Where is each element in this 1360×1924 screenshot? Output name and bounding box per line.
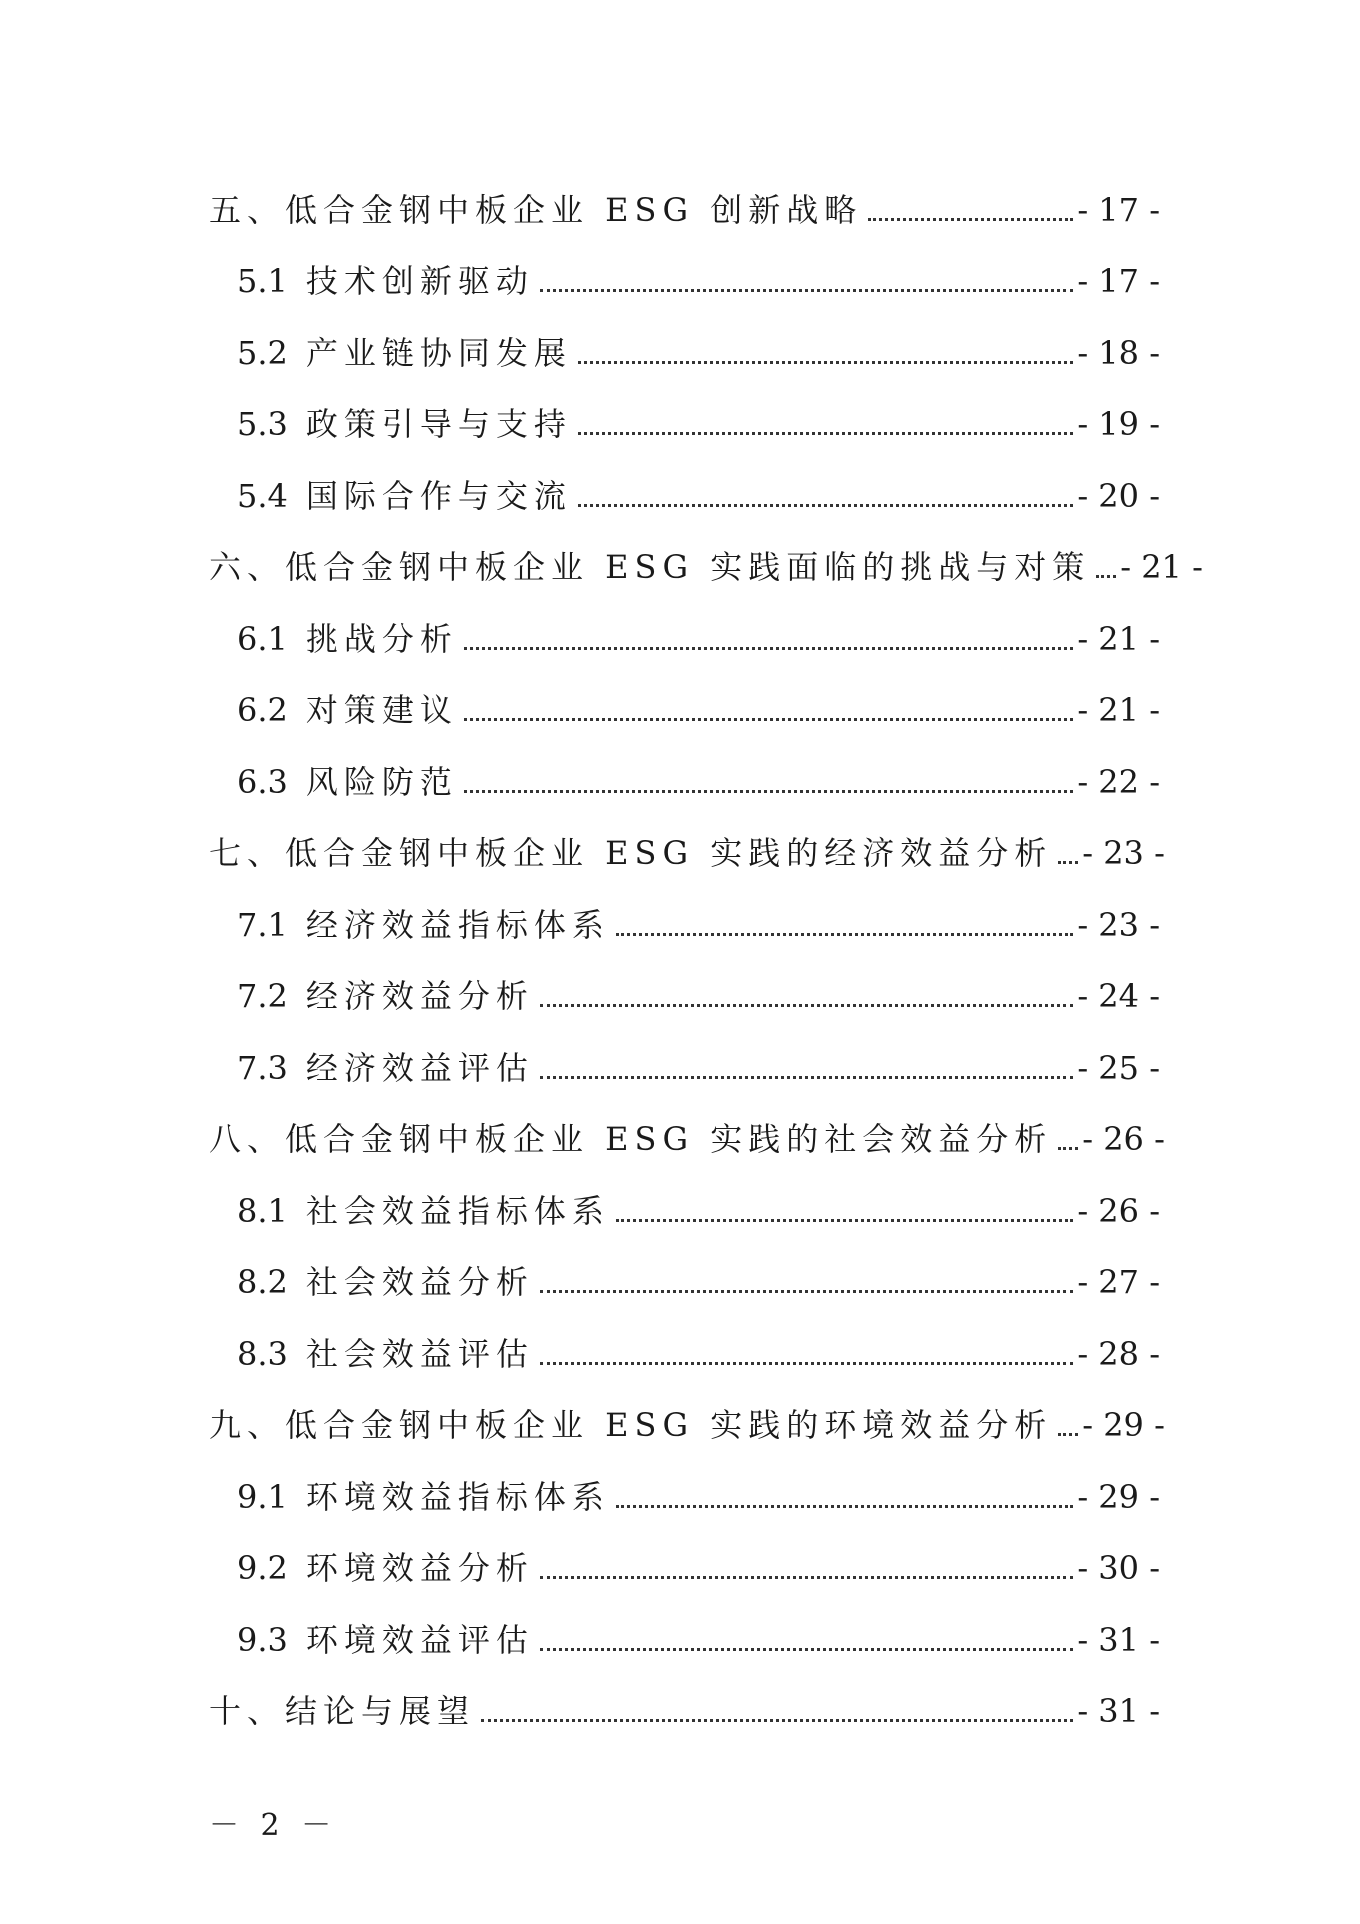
dot-leader: [1058, 1147, 1078, 1150]
table-of-contents: [0, 172, 1360, 1745]
toc-entry-number: 8.3: [237, 1334, 288, 1373]
toc-entry-page: - 28 -: [1077, 1334, 1160, 1373]
toc-entry[interactable]: [0, 1388, 1360, 1460]
toc-entry-title: 环境效益评估: [305, 1620, 534, 1659]
toc-entry-page: - 29 -: [1082, 1406, 1165, 1445]
toc-entry[interactable]: [0, 744, 1360, 816]
dot-leader: [578, 504, 1073, 507]
toc-entry-number: 5.2: [237, 333, 288, 372]
toc-entry[interactable]: [0, 458, 1360, 530]
toc-entry[interactable]: [0, 315, 1360, 387]
toc-entry-number: 6.2: [237, 691, 288, 730]
toc-entry-page: - 17 -: [1077, 262, 1160, 301]
toc-entry-page: - 22 -: [1077, 762, 1160, 801]
toc-entry-page: - 27 -: [1077, 1263, 1160, 1302]
toc-entry-page: - 25 -: [1077, 1048, 1160, 1087]
toc-entry-title: 经济效益指标体系: [305, 905, 610, 944]
toc-entry-page: - 17 -: [1077, 190, 1160, 229]
toc-entry[interactable]: [0, 673, 1360, 745]
toc-entry-page: - 31 -: [1077, 1620, 1160, 1659]
toc-entry-number: 6.3: [237, 762, 288, 801]
dot-leader: [464, 718, 1073, 721]
dot-leader: [464, 790, 1073, 793]
toc-entry-number: 9.1: [237, 1477, 288, 1516]
page-number: － 2 －: [209, 1808, 338, 1843]
toc-entry-page: - 19 -: [1077, 405, 1160, 444]
dot-leader: [616, 1505, 1073, 1508]
toc-entry-number: 9.2: [237, 1549, 288, 1588]
dot-leader: [616, 933, 1073, 936]
toc-entry-number: 7.3: [237, 1048, 288, 1087]
dot-leader: [540, 1576, 1073, 1579]
toc-entry-page: - 24 -: [1077, 977, 1160, 1016]
dot-leader: [1058, 1433, 1078, 1436]
toc-entry-page: - 21 -: [1120, 548, 1203, 587]
toc-entry[interactable]: [0, 959, 1360, 1031]
toc-entry-title: 九、低合金钢中板企业 ESG 实践的环境效益分析: [209, 1406, 1053, 1445]
dot-leader: [540, 289, 1073, 292]
toc-entry-title: 八、低合金钢中板企业 ESG 实践的社会效益分析: [209, 1120, 1053, 1159]
toc-entry[interactable]: [0, 1173, 1360, 1245]
toc-entry-number: 5.1: [237, 262, 288, 301]
toc-entry-page: - 30 -: [1077, 1549, 1160, 1588]
dot-leader: [540, 1362, 1073, 1365]
dot-leader: [578, 361, 1073, 364]
dot-leader: [578, 432, 1073, 435]
toc-entry-number: 8.2: [237, 1263, 288, 1302]
toc-entry-title: 风险防范: [305, 762, 458, 801]
dot-leader: [1058, 861, 1078, 864]
toc-entry-title: 社会效益分析: [305, 1263, 534, 1302]
toc-entry-page: - 29 -: [1077, 1477, 1160, 1516]
toc-entry-title: 国际合作与交流: [305, 476, 572, 515]
toc-entry-title: 对策建议: [305, 691, 458, 730]
toc-entry[interactable]: [0, 887, 1360, 959]
toc-entry-number: 5.4: [237, 476, 288, 515]
toc-entry-number: 7.1: [237, 905, 288, 944]
toc-entry-number: 8.1: [237, 1191, 288, 1230]
toc-entry-title: 七、低合金钢中板企业 ESG 实践的经济效益分析: [209, 834, 1053, 873]
toc-entry-title: 十、结论与展望: [209, 1692, 476, 1731]
dot-leader: [868, 218, 1073, 221]
toc-entry[interactable]: [0, 1674, 1360, 1746]
dot-leader: [540, 1004, 1073, 1007]
toc-entry[interactable]: [0, 1316, 1360, 1388]
toc-entry-title: 五、低合金钢中板企业 ESG 创新战略: [209, 190, 863, 229]
dot-leader: [540, 1076, 1073, 1079]
toc-entry[interactable]: [0, 1030, 1360, 1102]
toc-entry-number: 7.2: [237, 977, 288, 1016]
dot-leader: [1096, 575, 1116, 578]
toc-entry-page: - 23 -: [1082, 834, 1165, 873]
toc-entry[interactable]: [0, 601, 1360, 673]
toc-entry[interactable]: [0, 387, 1360, 459]
toc-entry-page: - 21 -: [1077, 691, 1160, 730]
toc-entry[interactable]: [0, 1602, 1360, 1674]
toc-entry-title: 挑战分析: [305, 619, 458, 658]
toc-entry-page: - 23 -: [1077, 905, 1160, 944]
toc-entry-page: - 21 -: [1077, 619, 1160, 658]
toc-entry-title: 社会效益指标体系: [305, 1191, 610, 1230]
toc-entry[interactable]: [0, 244, 1360, 316]
toc-entry-title: 技术创新驱动: [305, 262, 534, 301]
dot-leader: [540, 1648, 1073, 1651]
toc-entry-title: 环境效益分析: [305, 1549, 534, 1588]
dot-leader: [464, 647, 1073, 650]
toc-entry-title: 产业链协同发展: [305, 333, 572, 372]
toc-entry-number: 9.3: [237, 1620, 288, 1659]
toc-entry[interactable]: [0, 530, 1360, 602]
toc-entry[interactable]: [0, 1531, 1360, 1603]
dot-leader: [540, 1290, 1073, 1293]
toc-entry-title: 经济效益评估: [305, 1048, 534, 1087]
dot-leader: [481, 1719, 1073, 1722]
toc-entry-page: - 31 -: [1077, 1692, 1160, 1731]
toc-entry[interactable]: [0, 172, 1360, 244]
toc-entry-page: - 18 -: [1077, 333, 1160, 372]
toc-entry-page: - 26 -: [1082, 1120, 1165, 1159]
toc-entry-title: 社会效益评估: [305, 1334, 534, 1373]
toc-entry[interactable]: [0, 1245, 1360, 1317]
toc-entry-title: 经济效益分析: [305, 977, 534, 1016]
toc-entry-number: 6.1: [237, 619, 288, 658]
toc-entry-number: 5.3: [237, 405, 288, 444]
toc-entry[interactable]: [0, 1102, 1360, 1174]
toc-entry[interactable]: [0, 816, 1360, 888]
toc-entry-page: - 26 -: [1077, 1191, 1160, 1230]
toc-entry-page: - 20 -: [1077, 476, 1160, 515]
toc-entry-title: 政策引导与支持: [305, 405, 572, 444]
toc-entry-title: 环境效益指标体系: [305, 1477, 610, 1516]
toc-entry[interactable]: [0, 1459, 1360, 1531]
toc-entry-title: 六、低合金钢中板企业 ESG 实践面临的挑战与对策: [209, 548, 1091, 587]
dot-leader: [616, 1219, 1073, 1222]
